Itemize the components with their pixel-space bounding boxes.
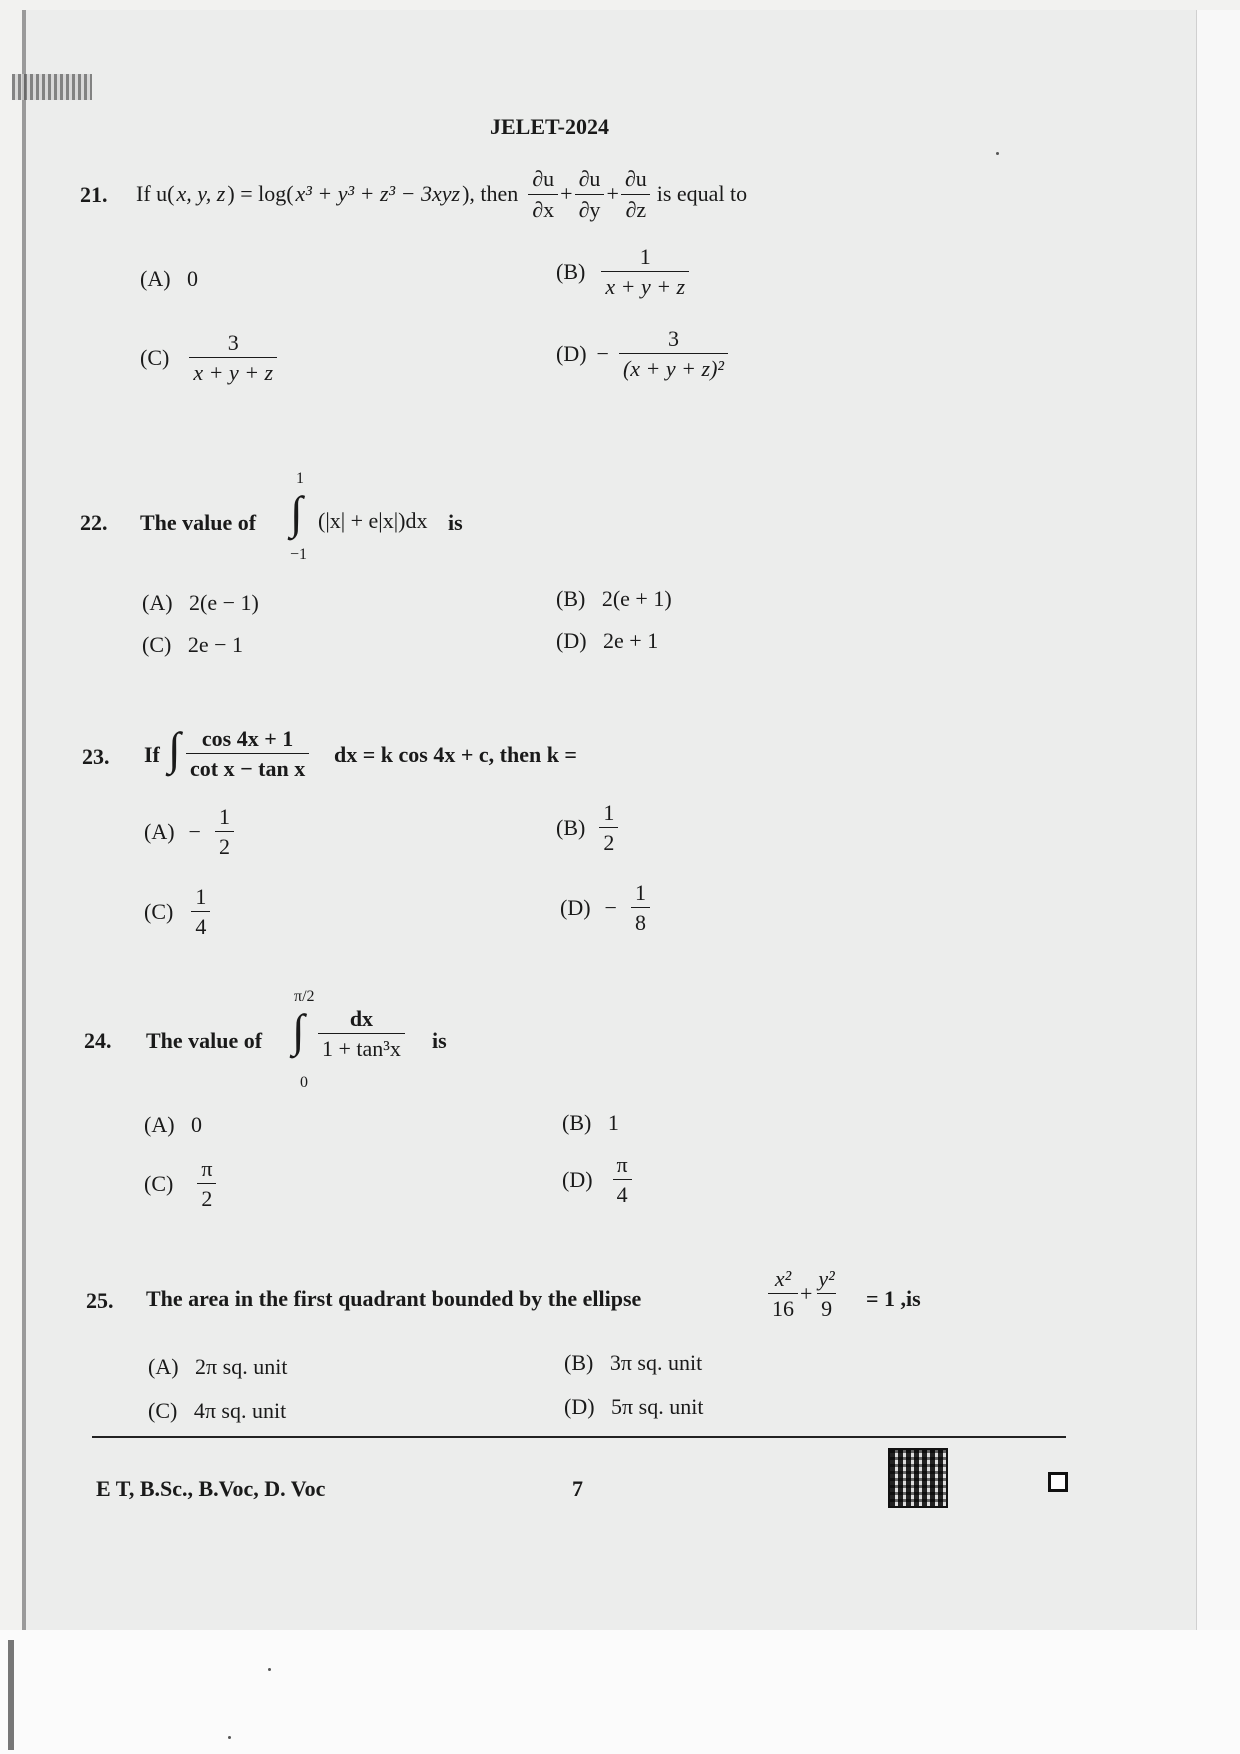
- fraction-numerator: π: [201, 1156, 213, 1181]
- stem-text: ) = log(: [227, 181, 294, 206]
- minus-sign: −: [596, 340, 609, 366]
- fraction-denominator: ∂z: [621, 194, 650, 222]
- stem-suffix: = 1 ,is: [866, 1286, 921, 1311]
- fraction-numerator: 1: [218, 804, 230, 829]
- option-label: (A): [140, 266, 171, 291]
- stem-suffix: is: [448, 510, 463, 535]
- footer-course-text: E T, B.Sc., B.Voc, D. Voc: [96, 1476, 326, 1501]
- scan-edge-mark: [8, 1640, 14, 1750]
- option-label: (A): [144, 1112, 175, 1137]
- question-number: 25.: [86, 1288, 114, 1313]
- partial-fraction: [528, 166, 558, 222]
- option-b[interactable]: [556, 800, 618, 856]
- option-label: (D): [564, 1394, 595, 1419]
- option-label: (C): [148, 1398, 178, 1423]
- option-value: 5π sq. unit: [611, 1394, 704, 1419]
- plus-sign: +: [606, 181, 619, 206]
- stem-suffix: is: [432, 1028, 447, 1053]
- option-value: 2e + 1: [603, 628, 659, 653]
- question-number: 23.: [82, 744, 110, 769]
- fraction-denominator: 2: [197, 1183, 216, 1211]
- option-a[interactable]: [148, 1354, 287, 1380]
- question-21-stem: [136, 164, 747, 224]
- fraction-denominator: ∂y: [575, 194, 605, 222]
- option-d[interactable]: [560, 880, 650, 936]
- scan-margin: [0, 1630, 1240, 1754]
- option-value: 2(e + 1): [601, 586, 672, 611]
- option-d[interactable]: [556, 326, 728, 382]
- option-fraction: [215, 804, 234, 860]
- option-label: (D): [560, 894, 591, 920]
- fraction-numerator: y²: [818, 1266, 835, 1291]
- option-a[interactable]: [142, 590, 259, 616]
- option-label: (C): [142, 632, 172, 657]
- option-value: 1: [607, 1110, 619, 1135]
- stem-text: ), then: [462, 181, 519, 206]
- option-label: (A): [142, 590, 173, 615]
- option-label: (D): [556, 628, 587, 653]
- minus-sign: −: [604, 894, 617, 920]
- ellipse-equation: [768, 1266, 839, 1322]
- fraction-numerator: 3: [667, 326, 679, 351]
- option-label: (B): [562, 1110, 592, 1135]
- option-label: (B): [564, 1350, 594, 1375]
- option-label: (B): [556, 814, 586, 840]
- option-fraction: [599, 800, 618, 856]
- qr-code-icon: [888, 1448, 948, 1508]
- integral-fraction: [318, 1006, 405, 1062]
- option-d[interactable]: [556, 628, 658, 654]
- fraction-numerator: dx: [349, 1006, 374, 1031]
- fraction-numerator: π: [616, 1152, 628, 1177]
- fraction-numerator: cos 4x + 1: [201, 726, 294, 751]
- fraction-denominator: cot x − tan x: [186, 753, 309, 781]
- question-number: 24.: [84, 1028, 112, 1053]
- option-value: 4π sq. unit: [193, 1398, 287, 1423]
- fraction-numerator: 1: [603, 800, 615, 825]
- fraction-numerator: 1: [195, 884, 207, 909]
- option-b[interactable]: [564, 1350, 702, 1376]
- integral-upper-limit: 1: [296, 470, 304, 487]
- fraction-denominator: 8: [631, 907, 650, 935]
- option-a[interactable]: [140, 266, 198, 292]
- option-label: (D): [562, 1166, 593, 1192]
- integral-upper-limit: π/2: [294, 988, 315, 1005]
- exam-title: JELET-2024: [490, 114, 610, 139]
- stem-expression: x³ + y³ + z³ − 3xyz: [295, 181, 461, 206]
- plus-sign: +: [800, 1280, 813, 1306]
- integral-fraction: [186, 726, 309, 782]
- question-number: 21.: [80, 182, 108, 207]
- option-label: (B): [556, 258, 586, 284]
- option-value: 2(e − 1): [189, 590, 259, 615]
- fraction-denominator: (x + y + z)²: [619, 353, 728, 381]
- option-d[interactable]: [564, 1394, 703, 1420]
- fraction-numerator: ∂u: [578, 166, 601, 192]
- fraction-numerator: x²: [774, 1266, 792, 1291]
- integral-sign: ∫: [290, 487, 303, 538]
- option-fraction: [601, 244, 689, 300]
- fraction-denominator: 9: [817, 1293, 836, 1321]
- option-a[interactable]: [144, 804, 234, 860]
- fraction-numerator: ∂u: [532, 166, 555, 192]
- option-value: 3π sq. unit: [609, 1350, 703, 1375]
- partial-fraction: [621, 166, 651, 222]
- plus-sign: +: [560, 181, 573, 206]
- option-a[interactable]: [144, 1112, 202, 1138]
- partial-fraction: [575, 166, 605, 222]
- stem-text: is equal to: [656, 181, 748, 206]
- question-22-stem: The value of: [140, 510, 257, 535]
- fraction-denominator: 4: [191, 911, 210, 939]
- option-c[interactable]: [144, 1156, 216, 1212]
- integral-sign: ∫: [168, 723, 181, 774]
- scan-speck: [996, 152, 999, 155]
- integrand: (|x| + e|x|)dx: [318, 508, 428, 533]
- option-value: 0: [187, 266, 199, 291]
- option-b[interactable]: [562, 1110, 619, 1136]
- option-label: (C): [140, 344, 170, 370]
- square-marker-icon: [1048, 1472, 1068, 1492]
- option-label: (A): [144, 818, 175, 844]
- option-b[interactable]: [556, 586, 672, 612]
- stem-suffix: dx = k cos 4x + c, then k =: [334, 742, 577, 767]
- stem-vars: x, y, z: [176, 181, 226, 206]
- option-value: 2e − 1: [187, 632, 243, 657]
- fraction-numerator: ∂u: [624, 166, 647, 192]
- option-c[interactable]: [144, 884, 210, 940]
- option-c[interactable]: [142, 632, 243, 658]
- scan-speck: [268, 1668, 271, 1671]
- question-25-stem: The area in the first quadrant bounded by the ellipse: [146, 1286, 642, 1311]
- scan-corner-mark: [12, 74, 92, 100]
- footer-divider: [92, 1436, 1066, 1438]
- question-23-stem: If: [144, 742, 160, 767]
- stem-text: If u(: [136, 181, 175, 206]
- fraction-denominator: 16: [768, 1293, 798, 1321]
- option-value: 2π sq. unit: [195, 1354, 288, 1379]
- fraction-numerator: 3: [227, 330, 239, 355]
- fraction-denominator: 2: [599, 827, 618, 855]
- integral-sign: ∫: [292, 1005, 305, 1056]
- option-value: 0: [191, 1112, 203, 1137]
- option-c[interactable]: [148, 1398, 286, 1424]
- fraction-denominator: ∂x: [528, 194, 558, 222]
- fraction-numerator: 1: [639, 244, 651, 269]
- page-number: 7: [572, 1476, 583, 1501]
- fraction-denominator: 4: [613, 1179, 632, 1207]
- minus-sign: −: [188, 818, 201, 844]
- scanner-edge: [1196, 10, 1240, 1630]
- option-b[interactable]: [556, 244, 689, 300]
- question-24-stem: The value of: [146, 1028, 263, 1053]
- fraction-denominator: x + y + z: [189, 357, 277, 385]
- option-c[interactable]: [140, 330, 277, 386]
- fraction-denominator: x + y + z: [601, 271, 689, 299]
- scan-speck: [228, 1736, 231, 1739]
- option-label: (D): [556, 340, 587, 366]
- option-fraction: [189, 330, 277, 386]
- fraction-denominator: 2: [215, 831, 234, 859]
- fraction-denominator: 1 + tan³x: [318, 1033, 405, 1061]
- fraction-numerator: 1: [634, 880, 646, 905]
- integral-lower-limit: 0: [300, 1074, 308, 1091]
- option-fraction: [197, 1156, 216, 1212]
- option-label: (B): [556, 586, 586, 611]
- option-fraction: [619, 326, 728, 382]
- integral-lower-limit: −1: [290, 546, 308, 563]
- option-label: (C): [144, 898, 174, 924]
- option-fraction: [191, 884, 210, 940]
- option-d[interactable]: [562, 1152, 632, 1208]
- option-label: (C): [144, 1170, 174, 1196]
- option-fraction: [631, 880, 650, 936]
- question-number: 22.: [80, 510, 108, 535]
- option-fraction: [613, 1152, 632, 1208]
- option-label: (A): [148, 1354, 179, 1379]
